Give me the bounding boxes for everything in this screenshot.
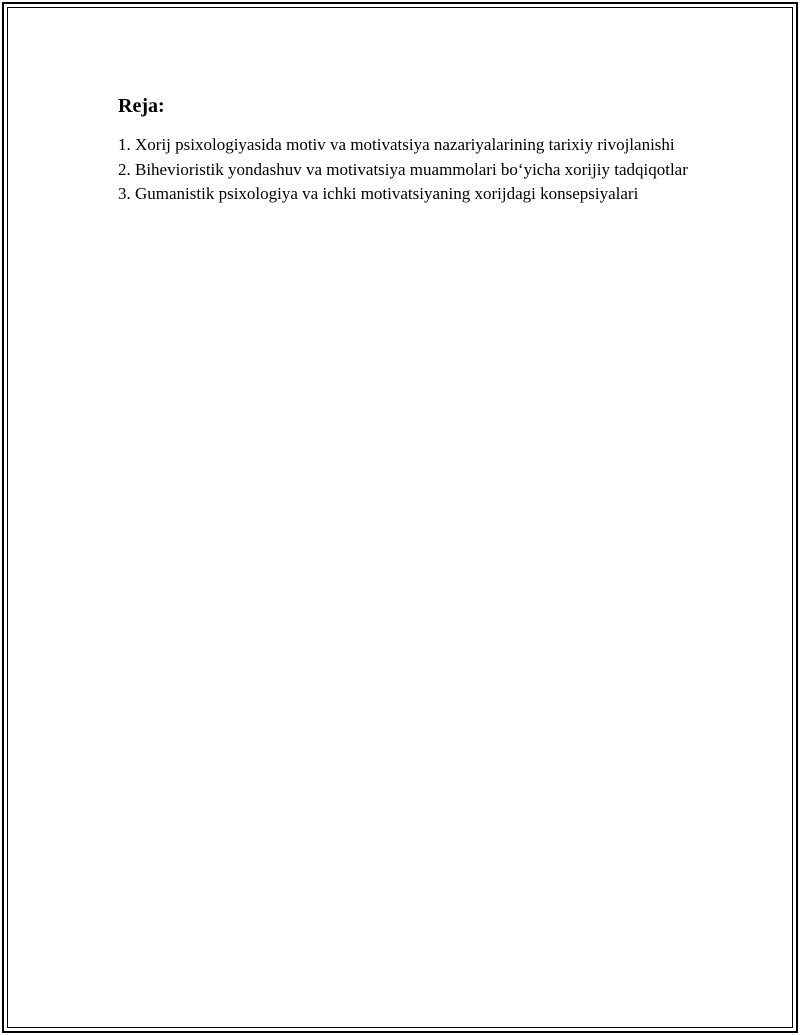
plan-item-2: 2. Bihevioristik yondashuv va motivatsiya muammolari bo‘yicha xorijiy tadqiqotlar (118, 159, 688, 179)
plan-item-1: 1. Xorij psixologiyasida motiv va motivatsiya nazariyalarining tarixiy rivojlanishi (118, 135, 675, 154)
document-body (118, 93, 698, 207)
plan-item-3: 3. Gumanistik psixologiya va ichki motivatsiyaning xorijdagi konsepsiyalari (118, 184, 639, 203)
plan-list (118, 133, 698, 207)
plan-heading: Reja: (118, 95, 165, 117)
